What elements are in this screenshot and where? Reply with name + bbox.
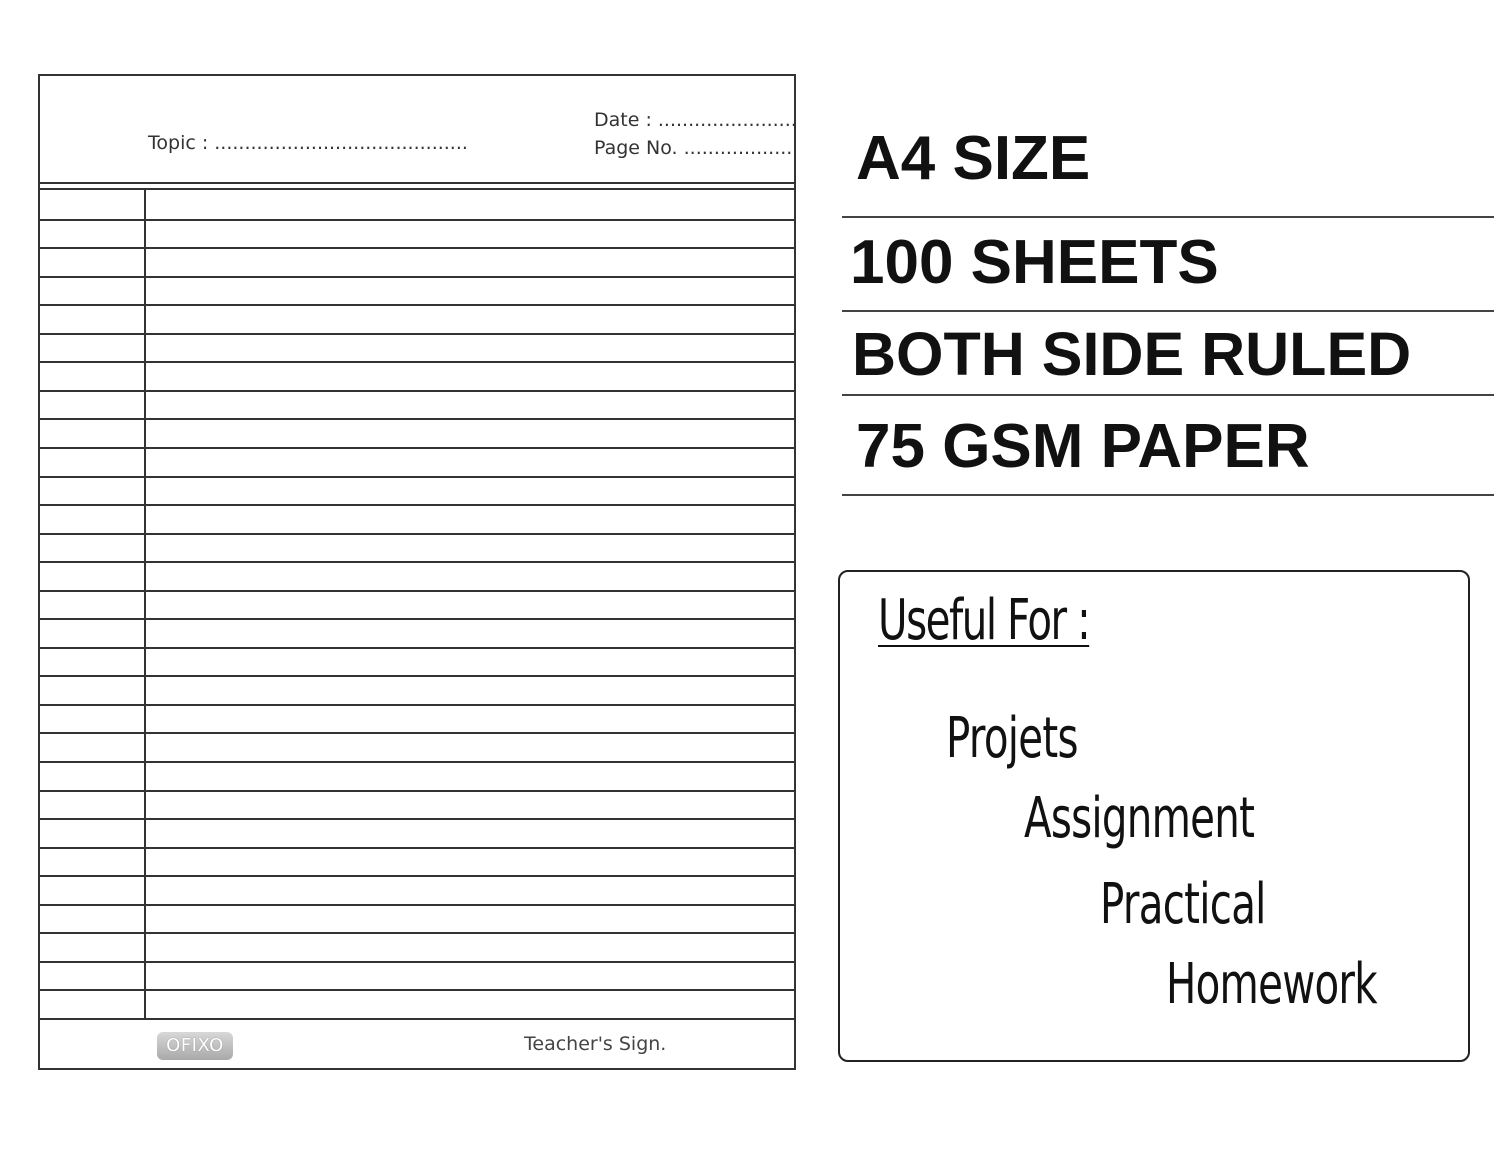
useful-for-title: Useful For : (878, 588, 1090, 653)
page-number-field: Page No. .................. (594, 137, 793, 159)
date-field: Date : ....................... (594, 109, 797, 131)
ruled-line (40, 875, 794, 877)
ruled-line (40, 847, 794, 849)
ruled-line (40, 361, 794, 363)
ruled-line (40, 961, 794, 963)
spec-size (842, 110, 1494, 218)
page-header (40, 76, 797, 184)
ruled-line (40, 704, 794, 706)
ruled-line (40, 989, 794, 991)
ruled-line (40, 418, 794, 420)
ruled-line (40, 304, 794, 306)
ruled-line (40, 247, 794, 249)
ruled-line (40, 561, 794, 563)
ruled-line (40, 219, 794, 221)
spec-sheets-text: 100 SHEETS (850, 228, 1219, 297)
ruled-line (40, 818, 794, 820)
ruled-line (40, 390, 794, 392)
ruled-line (40, 761, 794, 763)
page-footer (40, 1018, 794, 1070)
use-item-assignment: Assignment (1024, 786, 1255, 851)
spec-size-text: A4 SIZE (856, 124, 1091, 193)
teacher-sign-label: Teacher's Sign. (524, 1033, 667, 1055)
ruled-line (40, 932, 794, 934)
ruled-page-preview (38, 74, 796, 1070)
spec-paper-weight-text: 75 GSM PAPER (856, 412, 1310, 481)
header-divider (40, 182, 794, 184)
spec-ruling-text: BOTH SIDE RULED (852, 320, 1412, 388)
ruled-line (40, 504, 794, 506)
use-item-practical: Practical (1100, 872, 1266, 937)
ruled-line (40, 590, 794, 592)
spec-paper-weight (842, 396, 1494, 496)
spec-list (842, 110, 1494, 496)
use-item-homework: Homework (1166, 952, 1377, 1017)
ruled-line (40, 790, 794, 792)
topic-field: Topic : .......................................... (148, 132, 468, 154)
ruled-line (40, 618, 794, 620)
ruled-line (40, 533, 794, 535)
margin-line (144, 190, 146, 1018)
ruled-line (40, 333, 794, 335)
spec-ruling (842, 312, 1494, 396)
ruled-line (40, 647, 794, 649)
useful-for-box (838, 570, 1470, 1062)
ruled-line (40, 447, 794, 449)
spec-sheets (842, 218, 1494, 312)
ruled-line (40, 904, 794, 906)
use-item-projects: Projets (946, 706, 1078, 771)
ruled-line (40, 675, 794, 677)
ruled-line (40, 476, 794, 478)
ruled-line (40, 276, 794, 278)
ofixo-logo: OFIXO (157, 1032, 233, 1060)
ruled-line (40, 732, 794, 734)
ruled-lines-area (40, 190, 794, 1018)
